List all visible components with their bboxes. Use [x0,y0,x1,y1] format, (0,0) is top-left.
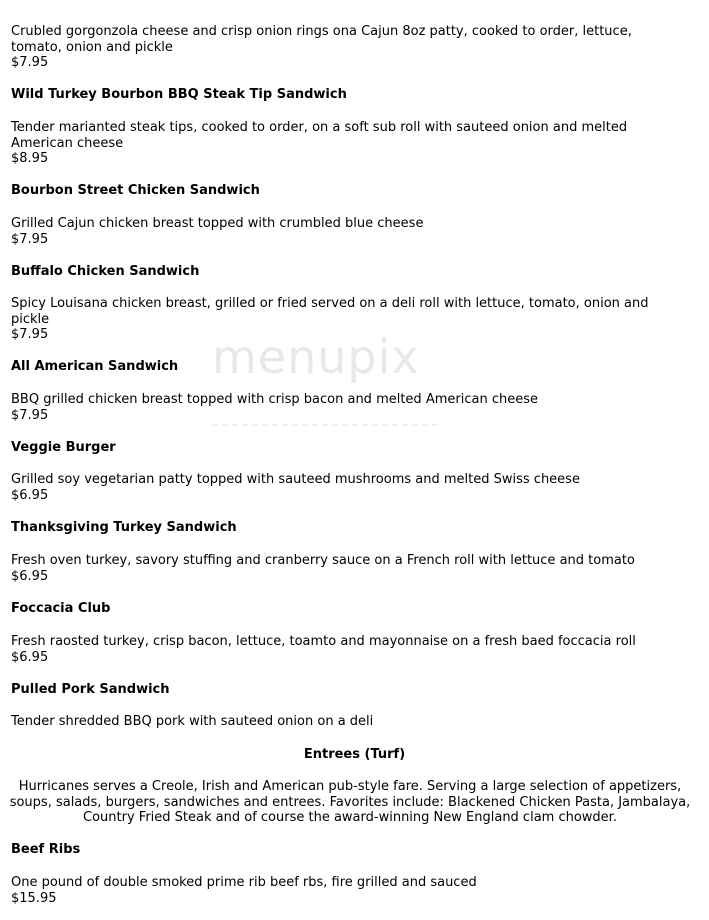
item-price: $6.95 [11,487,49,503]
item-name-buffalo-chicken: Buffalo Chicken Sandwich [11,264,200,279]
item-price: $6.95 [11,568,49,584]
menu-item-gorgonzola-burger [11,24,651,71]
item-description: Grilled Cajun chicken breast topped with crumbled blue cheese [11,216,424,231]
watermark-divider [212,424,437,426]
item-name-veggie-burger: Veggie Burger [11,440,116,455]
menu-item-bourbon-street-chicken [11,216,651,247]
item-price: $7.95 [11,55,49,70]
menu-item-foccacia-club [11,634,651,665]
item-name-steak-tip-sandwich: Wild Turkey Bourbon BBQ Steak Tip Sandwich [11,87,347,102]
item-price: $7.95 [11,327,49,342]
item-description: Spicy Louisana chicken breast, grilled or fried served on a deli roll with lettuce, tomato, onion and pickle [11,296,649,327]
menu-item-pulled-pork [11,714,651,730]
item-description: BBQ grilled chicken breast topped with crisp bacon and melted American cheese [11,392,538,407]
item-description: One pound of double smoked prime rib beef rbs, fire grilled and sauced [11,875,477,890]
item-description: Crubled gorgonzola cheese and crisp onion rings ona Cajun 8oz patty, cooked to order, lettuce, tomato, onion and pickle [11,24,632,55]
item-description: Fresh oven turkey, savory stuffing and cranberry sauce on a French roll with lettuce and tomato [11,553,635,568]
item-price: $7.95 [11,407,49,423]
item-name-thanksgiving-turkey: Thanksgiving Turkey Sandwich [11,520,237,535]
menu-item-beef-ribs [11,875,651,906]
item-price: $15.95 [11,890,57,906]
item-name-foccacia-club: Foccacia Club [11,601,111,616]
item-price: $7.95 [11,231,49,247]
item-description: Tender shredded BBQ pork with sauteed onion on a deli [11,714,374,729]
item-description: Fresh raosted turkey, crisp bacon, lettuce, toamto and mayonnaise on a fresh baed foccacia roll [11,634,636,649]
menu-item-steak-tip-sandwich [11,120,651,167]
menu-item-buffalo-chicken [11,296,651,343]
item-description: Grilled soy vegetarian patty topped with sauteed mushrooms and melted Swiss cheese [11,472,580,487]
watermark-text: menupix [212,330,420,384]
menu-item-all-american [11,392,651,423]
item-name-all-american: All American Sandwich [11,359,179,374]
menu-item-veggie-burger [11,472,651,503]
section-intro: Hurricanes serves a Creole, Irish and American pub-style fare. Serving a large selection of appetizers, soups, salads, burgers, sandwiches and entrees. Favorites include: Blackened Chicken Pasta, Jambalaya, Country Fried Steak and of course the award-winning New England clam chowder. [9,779,691,825]
item-price: $8.95 [11,151,49,166]
section-heading-entrees: Entrees (Turf) [303,747,406,762]
item-name-beef-ribs: Beef Ribs [11,842,81,857]
menu-item-thanksgiving-turkey [11,553,651,584]
item-description: Tender marianted steak tips, cooked to order, on a soft sub roll with sauteed onion and melted American cheese [11,120,628,151]
item-name-pulled-pork: Pulled Pork Sandwich [11,682,170,697]
item-name-bourbon-street-chicken: Bourbon Street Chicken Sandwich [11,183,260,198]
item-price: $6.95 [11,649,49,665]
